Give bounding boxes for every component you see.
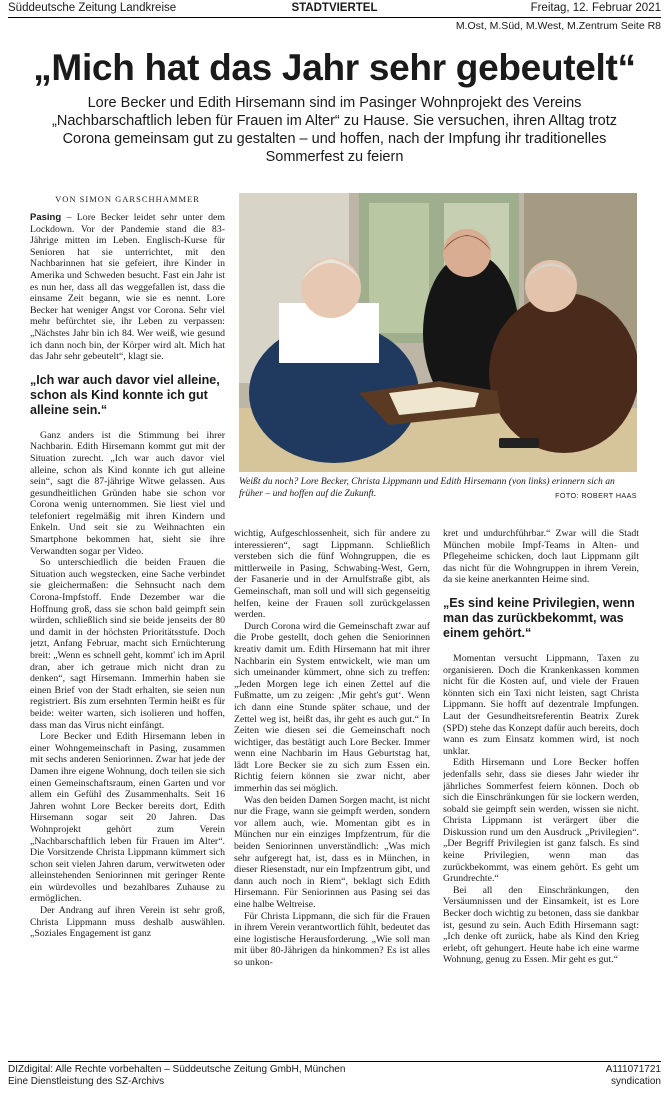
pull-quote: „Ich war auch davor viel alleine, schon als Kind konnte ich gut alleine sein.“ (30, 372, 220, 417)
text-column-1 (30, 212, 225, 1032)
page-header (8, 0, 661, 18)
footer-rule (8, 1061, 661, 1062)
paragraph: Für Christa Lippmann, die sich für die Frauen in ihrem Verein verantwortlich fühlt, bedeutet das eine logistische Herausforderung. „Wie soll man mit über 80-Jährigen da hinkommen? Es ist alles so unkon- (234, 910, 430, 968)
photo-caption (239, 476, 637, 501)
text-column-3 (443, 528, 639, 1033)
section-name: STADTVIERTEL (291, 2, 378, 14)
photo-credit: FOTO: ROBERT HAAS (555, 490, 637, 500)
paragraph: Lore Becker und Edith Hirsemann leben in einer Wohngemeinschaft in Pasing, zusammen mit sechs anderen Seniorinnen. Zwar hat jede der Damen ihre eigene Wohnung, doch teilen sie sich einen Gemeinschaftsraum, einen Garten und vor allem ein Gefühl des Zusammenhalts. Seit 16 Jahren wohnt Lore Becker bereits dort, Edith Hirsemann sogar seit 20 Jahren. Das Wohnprojekt gehört zum Verein „Nachbarschaftlich leben für Frauen im Alter“. Die Vorsitzende Christa Lippmann kümmert sich schon seit vielen Jahren darum, verwitweten oder alleinstehenden Seniorinnen mit geringer Rente ein würdevolles und bezahlbares Zuhause zu ermöglichen. (30, 731, 225, 905)
paragraph: kret und undurchführbar.“ Zwar will die Stadt München mobile Impf-Teams in Alten- und Pflegeheime schicken, doch laut Lippmann gilt das nicht für die Wohngruppen in ihrem Verein, da sie keine anerkannten Heime sind. (443, 528, 639, 586)
text-column-2 (234, 528, 430, 1033)
byline: VON SIMON GARSCHHAMMER (55, 194, 200, 204)
paragraph: So unterschiedlich die beiden Frauen die Situation auch wegstecken, eine Sache verbindet sie gleichermaßen: die Sehnsucht nach dem Corona-Impfstoff. Ende Dezember war die Hoffnung groß, dass sie schon bald geimpft sein würden, schließlich sind sie beide jenseits der 80 und damit in der höchsten Prioritätsstufe. Doch jetzt, Anfang Februar, macht sich Ernüchterung breit: „Wenn es schnell geht, kommt' ich im April dran, aber ich getraue mich nicht dran zu denken“, sagt Hirsemann. Immerhin haben sie einen Brief von der Stadt erhalten, sie seien nun registriert. Bis zum ersehnten Termin heißt es für beide: weiter warten, sich isolieren und hoffen, dass man das Virus nicht einfängt. (30, 557, 225, 731)
paragraph: wichtig, Aufgeschlossenheit, sich für andere zu interessieren“, sagt Lippmann. Schließlich versteben sich die fünf Wohngruppen, die es mittlerweile in Pasing, Schwabing-West, Gern, der Fasanerie und in der Arnulfstraße gibt, als Gemeinschaft, man soll und will sich gegenseitig helfen, keine der Frauen soll zurückgelassen werden. (234, 528, 430, 621)
footer-rights: DIZdigital: Alle Rechte vorbehalten – Süddeutsche Zeitung GmbH, München (8, 1064, 346, 1075)
caption-text: Weißt du noch? Lore Becker, Christa Lippmann und Edith Hirsemann (von links) erinnern sich an früher – und hoffen auf die Zukunft. (239, 476, 615, 499)
header-rule (8, 17, 661, 18)
footer-service: Eine Dienstleistung des SZ-Archivs (8, 1076, 165, 1087)
paragraph: Was den beiden Damen Sorgen macht, ist nicht nur die Frage, wann sie geimpft werden, sondern vor allem auch, wie. Momentan gibt es in München nur ein einziges Impfzentrum, für die beiden Seniorinnen unverständlich: „Was mich sehr aufgeregt hat, ist, dass es in München, in dieser Riesenstadt, nur ein Impfzentrum gibt, und dann auch noch in Riem“, beklagt sich Edith Hirsemann. Für Seniorinnen aus Pasing sei das eine halbe Weltreise. (234, 794, 430, 910)
subheadline: Lore Becker und Edith Hirsemann sind im Pasinger Wohnprojekt des Vereins „Nachbarschaftlich leben für Frauen im Alter“ zu Hause. Sie versuchen, ihren Alltag trotz Corona gemeinsam gut zu gestalten – und hoffen, nach der Impfung ihr traditionelles Sommerfest zu feiern (52, 95, 617, 165)
paragraph: Edith Hirsemann und Lore Becker hoffen jedenfalls sehr, dass sie dieses Jahr wieder ihr jährliches Sommerfest feiern können. Doch ob sich die Einschränkungen für sie lockern werden, sobald sie geimpft sein werden, wissen sie nicht. Christa Lippmann ist verärgert über die Diskussion rund um den Ausdruck „Privilegien“. „Der Begriff Privilegien ist ganz falsch. Es sind keine Privilegien, wenn man das zurückbekommt, was einem gehört. Es geht um Grundrechte.“ (443, 757, 639, 885)
footer-id (606, 1064, 661, 1087)
photo-illustration (239, 193, 637, 472)
paragraph: Der Andrang auf ihren Verein ist sehr groß, Christa Lippmann muss deshalb auswählen. „Soziales Engagement ist ganz (30, 905, 225, 940)
headline: „Mich hat das Jahr sehr gebeutelt“ (33, 47, 636, 88)
article-photo (239, 193, 637, 472)
dateline-place: Pasing (30, 212, 62, 223)
syndication-label: syndication (610, 1075, 661, 1087)
page-reference: M.Ost, M.Süd, M.West, M.Zentrum Seite R8 (455, 20, 661, 32)
paragraph: Durch Corona wird die Gemeinschaft zwar auf die Probe gestellt, doch gehen die Seniorinnen kreativ damit um. Edith Hirsemann hat mit ihrer Nachbarin ein System entwickelt, wie man um sich umeinander kümmert, ohne sich zu treffen: „Jeden Morgen lege ich einen Zettel auf die Fußmatte, um zu zeigen: ‚Mir geht's gut‘. Wenn ich dann eine Stunde später schaue, und der Zettel weg ist, heißt das, ihr geht es auch gut.“ In Zeiten wie diesen sei die Gemeinschaft noch wichtiger, das bestätigt auch Lore Becker. Immer wenn eine Nachbarin im Haus Geburtstag hat, lädt Lore Becker sie zu sich zum Essen ein. Richtig feiern können sie zwar nicht, aber immerhin das sei möglich. (234, 620, 430, 795)
paragraph: Momentan versucht Lippmann, Taxen zu organisieren. Doch die Krankenkassen kommen nicht für die Kosten auf, und viele der Frauen könnten sich ein Taxi nicht leisten, sagt Christa Lippmann. Sie hofft auf dezentrale Impfungen. Laut der Gesundheitsreferentin Beatrix Zurek (SPD) stehe das Konzept dafür auch bereits, doch wann es zum Einsatz kommen wird, ist noch unklar. (443, 652, 639, 757)
newspaper-name: Süddeutsche Zeitung Landkreise (8, 2, 177, 14)
issue-date: Freitag, 12. Februar 2021 (530, 2, 661, 14)
paragraph: Ganz anders ist die Stimmung bei ihrer Nachbarin. Edith Hirsemann kommt gut mit der Situation zurecht. „Ich war auch davor viel alleine, schon als Kind konnte ich gut alleine sein“, sagt die 87-jährige Witwe gelassen. Aus gesundheitlichen Gründen habe sie schon vor Corona wenig unternommen. Sie liest viel und telefoniert regelmäßig mit ihren Kindern und Enkeln. Und seit sie zu Weihnachten ein Smartphone bekommen hat, sieht sie ihre Verwandten sogar per Video. (30, 429, 225, 557)
document-id: A111071721 (605, 1064, 661, 1075)
paragraph: Bei all den Einschränkungen, den Versäumnissen und der Einsamkeit, ist es Lore Becker doch wichtig zu betonen, dass sie dankbar ist, gesund zu sein. Auch Edith Hirsemann sagt: „Ich denke oft zurück, habe als Kind den Krieg erlebt, oft gehungert. Heute habe ich eine warme Wohnung, genug zu Essen. Mir geht es gut.“ (443, 884, 639, 966)
pull-quote: „Es sind keine Privilegien, wenn man das zurückbekommt, was einem gehört.“ (443, 595, 635, 640)
paragraph: Pasing – Lore Becker leidet sehr unter dem Lockdown. Vor der Pandemie stand die 83-Jährige mitten im Leben. Englisch-Kurse für Senioren hat sie unterrichtet, mit den Nachbarinnen hat sie gefeiert, ihre Kinder in Amerika und Schweden besucht. Fast ein Jahr ist es nun her, dass all das weggefallen ist, dass die einsame Zeit begann, wie sie es nennt. Lore Becker hat weniger Angst vor Corona. Sehr viel mehr befürchtet sie, ihr Leben zu verpassen: „Nächstes Jahr bin ich 84. Wer weiß, wie gesund ich dann noch bin, der Körper wird alt. Mich hat das Jahr sehr gebeutelt“, klagt sie. (30, 212, 225, 363)
